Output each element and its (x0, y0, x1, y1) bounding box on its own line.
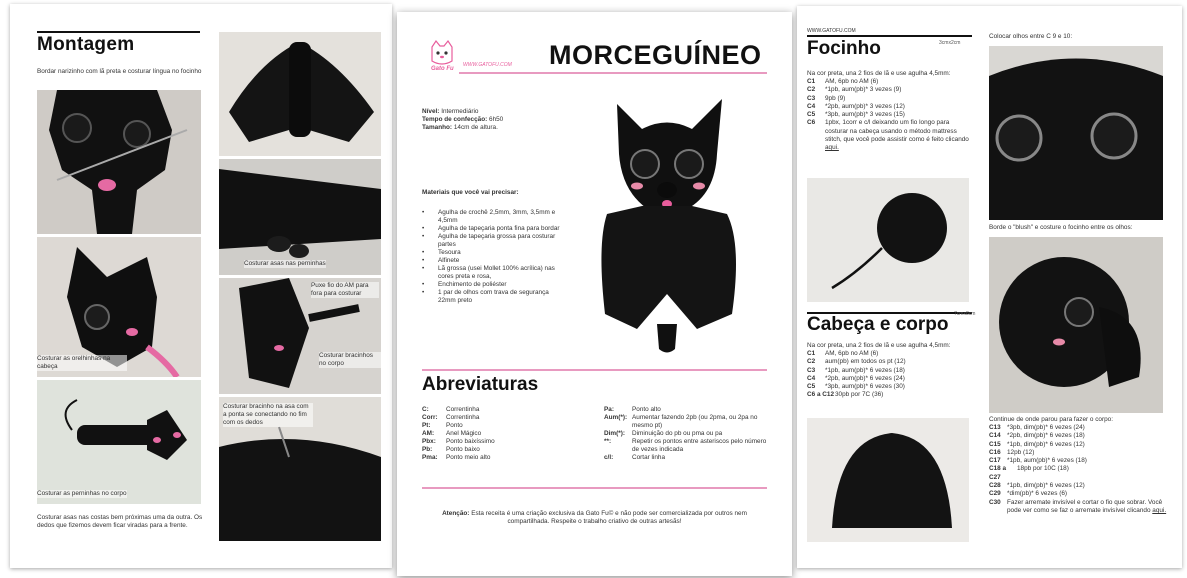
abbrev-row: Pa: Ponto alto (604, 406, 661, 413)
abbrev-row: C: Correntinha (422, 406, 480, 413)
step-row: C1 AM, 6pb no AM (6) (807, 350, 879, 357)
abbrev-row: c/l: Cortar linha (604, 454, 666, 461)
step-row: C1 AM, 6pb no AM (6) (807, 78, 879, 85)
step-row: C16 12pb (12) (989, 448, 1035, 456)
step-row: C17 *1pb, aum(pb)* 6 vezes (18) (989, 457, 1087, 465)
focinho-intro: Na cor preta, una 2 fios de lã e use agulha 4,5mm: (807, 70, 951, 77)
attention-text: Esta receita é uma criação exclusiva da Gato Fu© e não pode ser comercializada por outros nem compartilhada. Respeite o trabalho criativo de outras artesãs! (471, 510, 747, 525)
logo-name: Gato Fu (431, 66, 454, 72)
material-item: • Agulha de tapeçaria grossa para costurar partes (422, 233, 556, 248)
step-row: C18 a C27 18pb por 10C (18) (989, 465, 1069, 481)
corpo-intro: Continue de onde parou para fazer o corpo: (989, 416, 1113, 423)
cabeca-instructions (807, 342, 972, 400)
photo-legs (37, 380, 201, 504)
step-row: C2 *1pb, aum(pb)* 3 vezes (9) (807, 86, 902, 94)
abbrev-row: Pbx: Ponto baixíssimo (422, 438, 495, 445)
step-row: C14 *2pb, dim(pb)* 6 vezes (18) (989, 432, 1085, 440)
material-item: • Agulha de crochê 2,5mm, 3mm, 3,5mm e 4,5mm (422, 209, 556, 224)
material-item: • Enchimento de poliéster (422, 281, 507, 288)
footer-divider (422, 487, 767, 489)
abbrev-row: Pb: Ponto baixo (422, 446, 480, 453)
step-row: C28 *1pb, dim(pb)* 6 vezes (12) (989, 482, 1085, 490)
abbrev-row: Pt: Ponto (422, 422, 463, 429)
cover-page (397, 12, 792, 576)
abbrev-row: Pma: Ponto meio alto (422, 454, 491, 461)
abbreviations-title: Abreviaturas (422, 374, 539, 395)
cabeca-title: Cabeça e corpo (807, 314, 949, 335)
material-item: • Agulha de tapeçaria ponta fina para bordar (422, 225, 560, 232)
step-row: C2 aum(pb) em todos os pt (12) (807, 358, 906, 366)
step-row: C5 *3pb, aum(pb)* 3 vezes (15) (807, 111, 905, 119)
abbrev-divider (422, 369, 767, 371)
corpo-instructions (989, 416, 1169, 515)
caption-pull-yarn: Puxe fio do AM para fora para costurar (311, 282, 379, 298)
caption-legs-body: Costurar as perninhas no corpo (37, 490, 127, 497)
photo-legs-sewing (219, 159, 381, 275)
level-label: Nível: (422, 108, 440, 115)
pattern-title: MORCEGUÍNEO (549, 40, 762, 70)
abbrev-row: Dim(*): Diminuição do pb ou pma ou pa (604, 430, 723, 437)
material-item: • 1 par de olhos com trava de segurança 22mm preto (422, 289, 549, 304)
caption-arms-body: Costurar bracinhos no corpo (319, 352, 381, 368)
focinho-title: Focinho (807, 38, 881, 59)
size-label: Tamanho: (422, 124, 453, 131)
focinho-instructions (807, 70, 972, 153)
attention-note (427, 510, 762, 526)
caption-legs-wings: Costurar asas nas perninhas (244, 260, 326, 267)
caption-arm-wing: Costurar bracinho na asa com a ponta se conectando no fim com os dedos (223, 403, 313, 427)
pattern-info (422, 108, 592, 132)
montagem-intro: Bordar narizinho com lã preta e costurar língua no focinho (37, 68, 202, 75)
aqui-link[interactable]: aqui. (825, 144, 839, 152)
material-item: • Tesoura (422, 249, 461, 256)
step-row: C4 *2pb, aum(pb)* 3 vezes (12) (807, 102, 905, 110)
montagem-footer: Costurar asas nas costas bem próximas uma da outra. Os dedos que fizemos devem ficar viradas para a frente. (37, 514, 203, 529)
site-url[interactable]: WWW.GATOFU.COM (807, 28, 856, 34)
bat-amigurumi-photo (597, 94, 762, 364)
abbrev-left-column (422, 406, 592, 462)
level-value: Intermediário (441, 108, 479, 115)
photo-arms (219, 278, 381, 394)
gato-fu-logo-icon (427, 39, 457, 69)
title-divider (459, 72, 767, 74)
photo-eyes (989, 46, 1163, 220)
photo-ears (37, 237, 201, 377)
montagem-page (10, 4, 392, 568)
photo-wings-spread (219, 32, 381, 156)
time-value: 6h50 (489, 116, 504, 123)
abbrev-row: Aum(*): Aumentar fazendo 2pb (ou 2pma, ou 2pa no mesmo pt) (604, 414, 758, 429)
photo-snout (807, 178, 969, 302)
abbrev-right-column (604, 406, 769, 462)
focinho-size: 3cmx2cm (939, 40, 961, 46)
abbrev-row: **: Repetir os pontos entre asteriscos pelo número de vezes indicada (604, 438, 767, 453)
step-row: C15 *1pb, dim(pb)* 6 vezes (12) (989, 440, 1085, 448)
materials-title: Materiais que você vai precisar: (422, 189, 519, 196)
step-row: C3 9pb (9) (807, 94, 846, 102)
step-row: C6 a C12 30pb por 7C (36) (807, 391, 884, 399)
step-row: C30 Fazer arremate invisível e cortar o fio que sobrar. Você pode ver como se faz o arremate invisível clicando aqui. (989, 498, 1167, 514)
cabeca-size: 7cmx8cm (954, 311, 976, 317)
step-row: C29 *dim(pb)* 6 vezes (6) (989, 490, 1068, 498)
attention-label: Atenção: (442, 510, 470, 517)
material-item: • Lã grossa (usei Mollet 100% acrílica) nas cores preta e rosa, (422, 265, 555, 280)
material-item: • Alfinete (422, 257, 460, 264)
photo-nose-embroidery (37, 90, 201, 234)
photo-arm-wing (219, 397, 381, 541)
step-row: C5 *3pb, aum(pb)* 6 vezes (30) (807, 383, 905, 391)
step-row: C3 *1pb, aum(pb)* 6 vezes (18) (807, 366, 905, 374)
time-label: Tempo de confecção: (422, 116, 488, 123)
photo-head-ball (807, 418, 969, 542)
montagem-title: Montagem (37, 34, 135, 55)
abbrev-row: AM: Anel Mágico (422, 430, 482, 437)
bat-head-photo (37, 90, 201, 234)
caption-ears: Costurar as orelhinhas na cabeça (37, 355, 127, 371)
aqui-link-2[interactable]: aqui. (1152, 506, 1167, 514)
recipe-page (797, 6, 1182, 568)
step-row: C4 *2pb, aum(pb)* 6 vezes (24) (807, 374, 905, 382)
cabeca-intro: Na cor preta, una 2 fios de lã e use agulha 4,5mm: (807, 342, 951, 349)
photo-blush (989, 237, 1163, 413)
materials-list (422, 209, 567, 305)
blush-note: Borde o "blush" e costure o focinho entre os olhos: (989, 224, 1133, 231)
step-row: C13 *3pb, dim(pb)* 6 vezes (24) (989, 424, 1085, 431)
abbrev-row: Corr: Correntinha (422, 414, 480, 421)
eyes-note: Colocar olhos entre C 9 e 10: (989, 33, 1073, 40)
title-rule (37, 31, 200, 33)
logo-url[interactable]: WWW.GATOFU.COM (463, 62, 512, 68)
step-row: C6 1pbx, 1corr e c/l deixando um fio longo para costurar na cabeça usando o método mattress stitch, que você pode assistir como é feito clicando aqui. (807, 119, 969, 152)
size-value: 14cm de altura. (453, 124, 498, 131)
focinho-rule (807, 35, 972, 37)
